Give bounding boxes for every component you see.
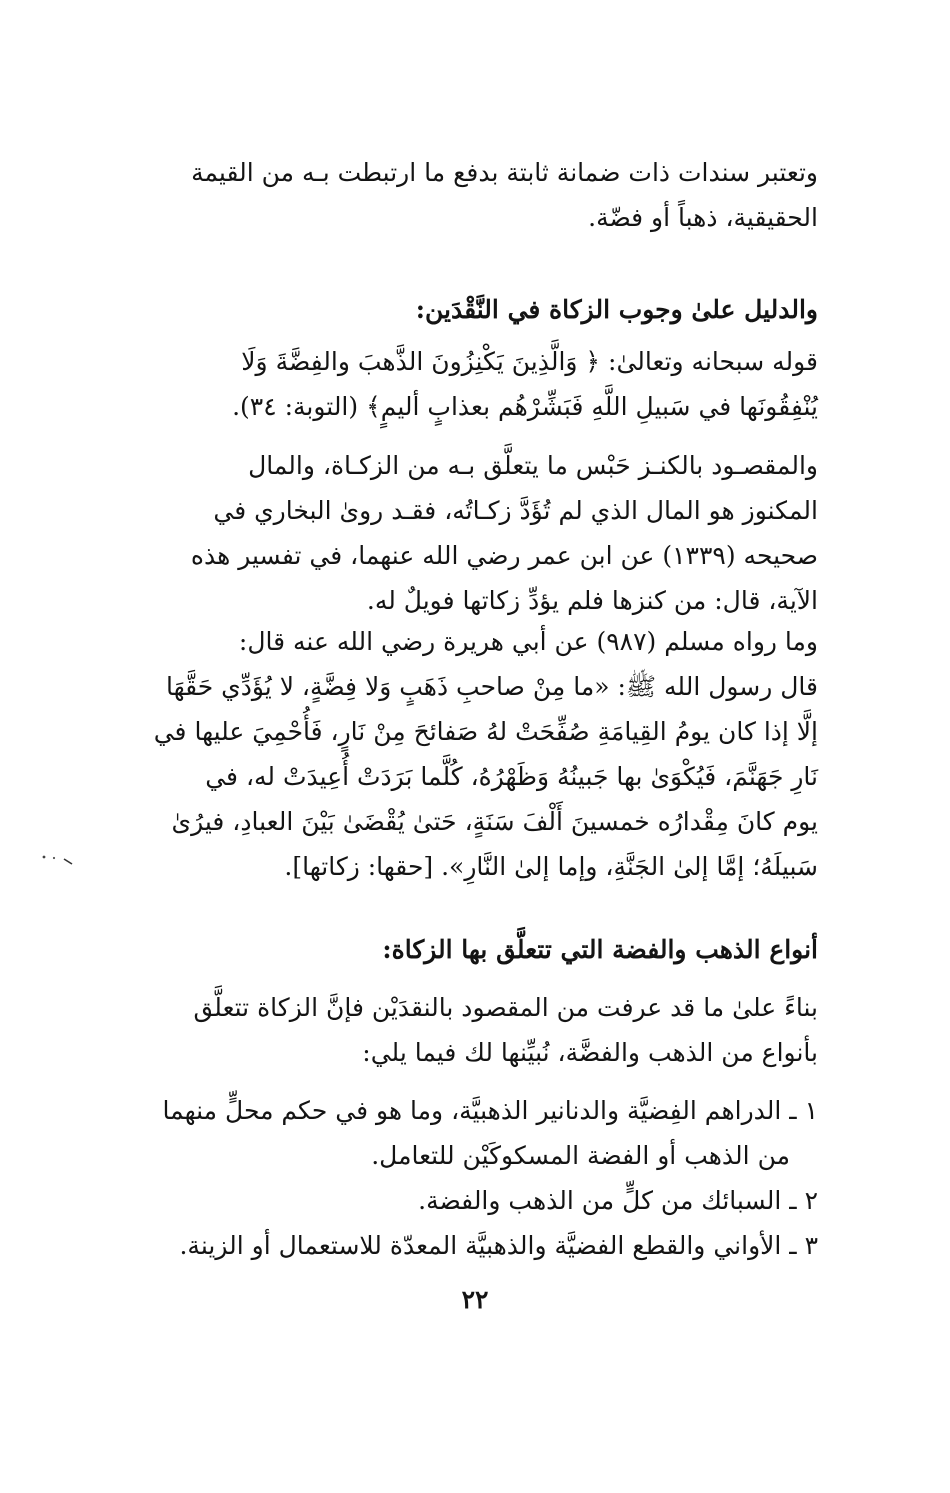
hadith-line-6: سَبيلَهُ؛ إمَّا إلىٰ الجَنَّةِ، وإما إلىٰ النَّارِ». [حقها: زكاتها].: [284, 852, 818, 881]
hadith-line-2: قال رسول الله ﷺ: «ما مِنْ صاحبِ ذَهَبٍ وَلا فِضَّةٍ، لا يُؤَدِّي حَقَّهَا: [165, 672, 818, 701]
paragraph-1-line-1: وتعتبر سندات ذات ضمانة ثابتة بدفع ما ارتبطت بـه من القيمة: [191, 158, 818, 187]
hadith-line-5: يوم كانَ مِقْدارُه خمسينَ أَلْفَ سَنَةٍ، حَتىٰ يُقْضَىٰ بَيْنَ العبادِ، فيرُىٰ: [171, 807, 818, 836]
page-number: ٢٢: [461, 1285, 489, 1314]
verse-line-2: يُنْفِقُونَها في سَبيلِ اللَّهِ فَبَشِّرْهُم بعذابٍ أليمٍ﴾ (التوبة: ٣٤).: [232, 392, 818, 421]
hadith-line-4: نَارِ جَهَنَّمَ، فَيُكْوَىٰ بها جَبينُهُ وَظَهْرُهُ، كُلَّما بَرَدَتْ أُعِيدَتْ له، في: [205, 762, 818, 791]
hadith-line-3: إلَّا إذا كان يومُ القِيامَةِ صُفِّحَتْ لهُ صَفائحَ مِنْ نَارٍ، فَأُحْمِيَ عليها في: [153, 717, 818, 746]
stray-ink-mark: [40, 854, 74, 866]
paragraph-3-line-2: المكنوز هو المال الذي لم تُؤَدَّ زكـاتُه، فقـد روىٰ البخاري في: [213, 496, 818, 525]
list-item-2: ٢ ـ السبائك من كلٍّ من الذهب والفضة.: [418, 1186, 818, 1215]
paragraph-5-line-2: بأنواع من الذهب والفضَّة، نُبيِّنها لك فيما يلي:: [362, 1038, 818, 1067]
paragraph-3-line-4: الآية، قال: من كنزها فلم يؤدِّ زكاتها فويلٌ له.: [366, 586, 818, 615]
paragraph-3-line-3: صحيحه (١٣٣٩) عن ابن عمر رضي الله عنهما، في تفسير هذه: [190, 541, 818, 570]
paragraph-1-line-2: الحقيقية، ذهباً أو فضّة.: [588, 203, 818, 232]
hadith-line-1: وما رواه مسلم (٩٨٧) عن أبي هريرة رضي الله عنه قال:: [238, 627, 818, 656]
list-item-3: ٣ ـ الأواني والقطع الفضيَّة والذهبيَّة المعدّة للاستعمال أو الزينة.: [179, 1231, 818, 1260]
list-item-1-line-2: من الذهب أو الفضة المسكوكَيْن للتعامل.: [371, 1141, 790, 1170]
paragraph-5-line-1: بناءً علىٰ ما قد عرفت من المقصود بالنقدَيْن فإنَّ الزكاة تتعلَّق: [193, 993, 818, 1022]
section-heading-evidence: والدليل علىٰ وجوب الزكاة في النَّقْدَين:: [415, 295, 818, 324]
list-item-1-line-1: ١ ـ الدراهم الفِضيَّة والدنانير الذهبيَّة، وما هو في حكم محلٍّ منهما: [162, 1096, 818, 1125]
paragraph-3-line-1: والمقصـود بالكنـز حَبْس ما يتعلَّق بـه من الزكـاة، والمال: [248, 451, 818, 480]
section-heading-types: أنواع الذهب والفضة التي تتعلَّق بها الزكاة:: [382, 935, 818, 964]
verse-line-1: قوله سبحانه وتعالىٰ: ﴿ وَالَّذِينَ يَكْنِزُونَ الذَّهبَ والفِضَّةَ وَلَا: [241, 347, 818, 376]
